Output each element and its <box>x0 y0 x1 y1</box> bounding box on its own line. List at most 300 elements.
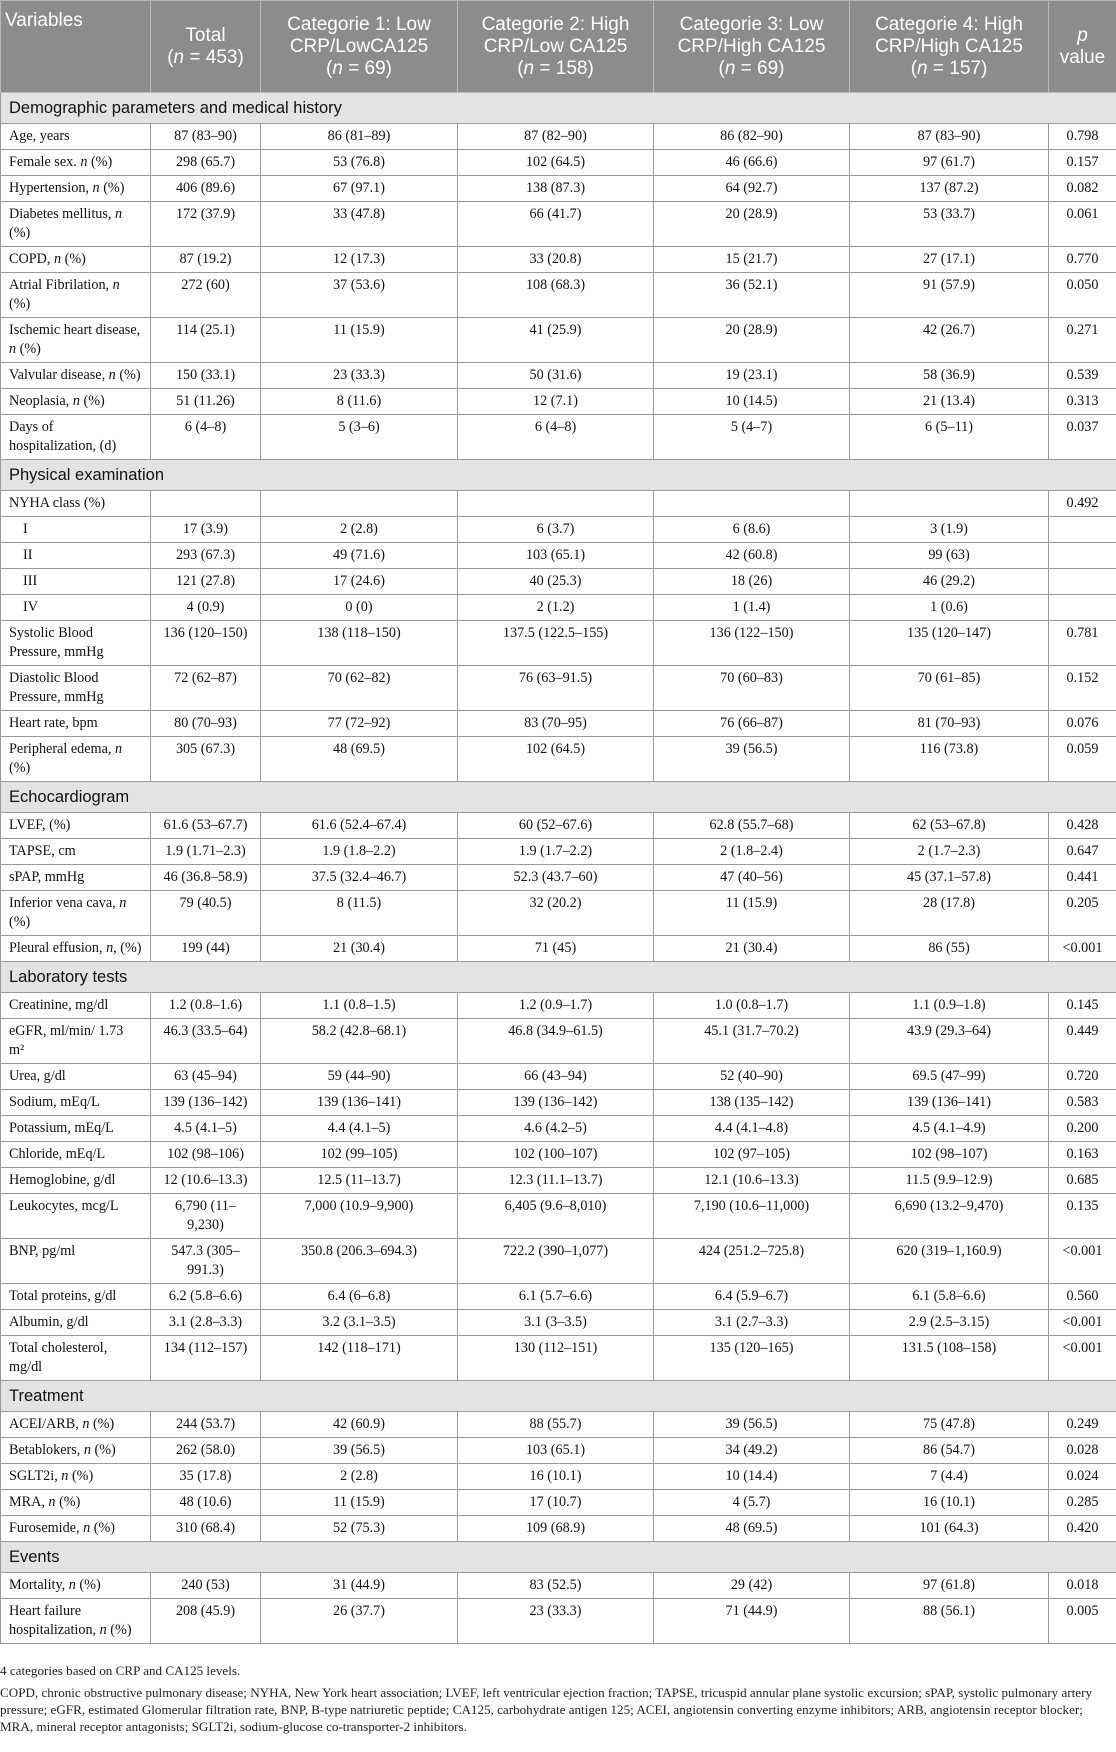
row-label: I <box>1 517 151 543</box>
cell-categorie-1: 102 (99–105) <box>261 1142 458 1168</box>
table-row <box>1 150 1116 176</box>
table-row <box>1 1464 1116 1490</box>
cell-categorie-3: 5 (4–7) <box>654 415 850 460</box>
cell-categorie-2: 722.2 (390–1,077) <box>458 1239 654 1284</box>
cell-categorie-4: 6.1 (5.8–6.6) <box>850 1284 1049 1310</box>
cell-p-value: 0.720 <box>1049 1064 1116 1090</box>
table-row <box>1 1239 1116 1284</box>
cell-categorie-1: 12 (17.3) <box>261 247 458 273</box>
cell-total: 298 (65.7) <box>151 150 261 176</box>
cell-total: 61.6 (53–67.7) <box>151 813 261 839</box>
cell-categorie-4: 2 (1.7–2.3) <box>850 839 1049 865</box>
cell-total: 72 (62–87) <box>151 666 261 711</box>
cell-categorie-2: 16 (10.1) <box>458 1464 654 1490</box>
cell-total: 17 (3.9) <box>151 517 261 543</box>
cell-categorie-1: 37 (53.6) <box>261 273 458 318</box>
table-row <box>1 491 1116 517</box>
cell-categorie-4: 11.5 (9.9–12.9) <box>850 1168 1049 1194</box>
cell-categorie-4: 58 (36.9) <box>850 363 1049 389</box>
cell-p-value: 0.059 <box>1049 737 1116 782</box>
table-row <box>1 202 1116 247</box>
cell-p-value: 0.798 <box>1049 124 1116 150</box>
cell-categorie-3: 71 (44.9) <box>654 1599 850 1644</box>
footnote-categories: 4 categories based on CRP and CA125 levels. <box>0 1663 241 1678</box>
cell-categorie-4: 620 (319–1,160.9) <box>850 1239 1049 1284</box>
cell-p-value: 0.539 <box>1049 363 1116 389</box>
section-row <box>1 93 1116 124</box>
cell-categorie-3: 4 (5.7) <box>654 1490 850 1516</box>
table-row <box>1 247 1116 273</box>
cell-categorie-4: 4.5 (4.1–4.9) <box>850 1116 1049 1142</box>
cell-categorie-2: 40 (25.3) <box>458 569 654 595</box>
cell-categorie-2: 41 (25.9) <box>458 318 654 363</box>
cell-total <box>151 491 261 517</box>
cell-categorie-1: 31 (44.9) <box>261 1573 458 1599</box>
cell-categorie-2: 108 (68.3) <box>458 273 654 318</box>
cell-categorie-1: 4.4 (4.1–5) <box>261 1116 458 1142</box>
cell-categorie-3: 136 (122–150) <box>654 621 850 666</box>
cell-categorie-4: 86 (55) <box>850 936 1049 962</box>
cell-total: 87 (83–90) <box>151 124 261 150</box>
cell-p-value: 0.157 <box>1049 150 1116 176</box>
table-row <box>1 415 1116 460</box>
table-row <box>1 517 1116 543</box>
row-label: Atrial Fibrilation, n (%) <box>1 273 151 318</box>
row-label: LVEF, (%) <box>1 813 151 839</box>
cell-categorie-3: 64 (92.7) <box>654 176 850 202</box>
cell-categorie-1: 70 (62–82) <box>261 666 458 711</box>
cell-categorie-1: 37.5 (32.4–46.7) <box>261 865 458 891</box>
cell-categorie-3: 10 (14.4) <box>654 1464 850 1490</box>
table-row <box>1 1573 1116 1599</box>
table-row <box>1 1516 1116 1542</box>
cell-total: 150 (33.1) <box>151 363 261 389</box>
cell-categorie-1: 59 (44–90) <box>261 1064 458 1090</box>
row-label: Heart rate, bpm <box>1 711 151 737</box>
table-row <box>1 124 1116 150</box>
cell-p-value: 0.770 <box>1049 247 1116 273</box>
row-label: Leukocytes, mcg/L <box>1 1194 151 1239</box>
cell-categorie-1: 67 (97.1) <box>261 176 458 202</box>
cell-categorie-2: 2 (1.2) <box>458 595 654 621</box>
cell-p-value: 0.428 <box>1049 813 1116 839</box>
cell-categorie-2: 71 (45) <box>458 936 654 962</box>
table-header <box>1 1 1116 93</box>
cell-categorie-4: 137 (87.2) <box>850 176 1049 202</box>
cell-categorie-1: 6.4 (6–6.8) <box>261 1284 458 1310</box>
cell-p-value: 0.028 <box>1049 1438 1116 1464</box>
cell-categorie-2: 23 (33.3) <box>458 1599 654 1644</box>
cell-total: 1.9 (1.71–2.3) <box>151 839 261 865</box>
cell-categorie-4: 7 (4.4) <box>850 1464 1049 1490</box>
row-label: SGLT2i, n (%) <box>1 1464 151 1490</box>
cell-p-value: <0.001 <box>1049 1336 1116 1381</box>
row-label: III <box>1 569 151 595</box>
row-label: Pleural effusion, n, (%) <box>1 936 151 962</box>
cell-categorie-1: 8 (11.5) <box>261 891 458 936</box>
cell-p-value: 0.005 <box>1049 1599 1116 1644</box>
cell-total: 208 (45.9) <box>151 1599 261 1644</box>
cell-total: 48 (10.6) <box>151 1490 261 1516</box>
cell-categorie-2: 83 (70–95) <box>458 711 654 737</box>
cell-p-value: 0.781 <box>1049 621 1116 666</box>
cell-categorie-4: 139 (136–141) <box>850 1090 1049 1116</box>
cell-categorie-3: 46 (66.6) <box>654 150 850 176</box>
header-p-value: p value <box>1049 1 1116 93</box>
cell-categorie-1: 142 (118–171) <box>261 1336 458 1381</box>
row-label: Creatinine, mg/dl <box>1 993 151 1019</box>
cell-categorie-1: 77 (72–92) <box>261 711 458 737</box>
cell-categorie-4: 45 (37.1–57.8) <box>850 865 1049 891</box>
cell-categorie-2: 76 (63–91.5) <box>458 666 654 711</box>
cell-categorie-4: 43.9 (29.3–64) <box>850 1019 1049 1064</box>
row-label: Hemoglobine, g/dl <box>1 1168 151 1194</box>
cell-categorie-1: 5 (3–6) <box>261 415 458 460</box>
cell-categorie-2: 1.2 (0.9–1.7) <box>458 993 654 1019</box>
cell-p-value <box>1049 595 1116 621</box>
footnote-abbreviations: COPD, chronic obstructive pulmonary disease; NYHA, New York heart association; LVEF, left ventricular ejection fraction; TAPSE, tricuspid annular plane systolic excursion; sPAP, systolic pulmonary artery pressure; eGFR, estimated Glomerular filtration rate, BNP, B-type natriuretic peptide; CA125, carbohydrate antigen 125; ACEI, angiotensin converting enzyme inhibitors; ARB, angiotensin receptor blocker; MRA, mineral receptor antagonists; SGLT2i, sodium-glucose co-transporter-2 inhibitors. <box>0 1685 1093 1734</box>
section-title: Treatment <box>1 1381 1116 1412</box>
cell-categorie-4: 131.5 (108–158) <box>850 1336 1049 1381</box>
cell-categorie-3: 52 (40–90) <box>654 1064 850 1090</box>
row-label: Furosemide, n (%) <box>1 1516 151 1542</box>
cell-categorie-4: 21 (13.4) <box>850 389 1049 415</box>
cell-categorie-2: 102 (100–107) <box>458 1142 654 1168</box>
cell-p-value: 0.492 <box>1049 491 1116 517</box>
cell-total: 310 (68.4) <box>151 1516 261 1542</box>
cell-total: 134 (112–157) <box>151 1336 261 1381</box>
cell-categorie-1 <box>261 491 458 517</box>
cell-categorie-1: 139 (136–141) <box>261 1090 458 1116</box>
cell-total: 46.3 (33.5–64) <box>151 1019 261 1064</box>
table-row <box>1 1142 1116 1168</box>
row-label: Chloride, mEq/L <box>1 1142 151 1168</box>
cell-categorie-3: 20 (28.9) <box>654 202 850 247</box>
cell-categorie-3: 6 (8.6) <box>654 517 850 543</box>
cell-categorie-4: 28 (17.8) <box>850 891 1049 936</box>
cell-categorie-3: 45.1 (31.7–70.2) <box>654 1019 850 1064</box>
cell-categorie-3: 39 (56.5) <box>654 737 850 782</box>
section-title: Laboratory tests <box>1 962 1116 993</box>
header-categorie-3: Categorie 3: Low CRP/High CA125 (n = 69) <box>654 1 850 93</box>
cell-categorie-3: 102 (97–105) <box>654 1142 850 1168</box>
cell-total: 262 (58.0) <box>151 1438 261 1464</box>
cell-categorie-3: 1 (1.4) <box>654 595 850 621</box>
cell-categorie-1: 8 (11.6) <box>261 389 458 415</box>
table-row <box>1 1168 1116 1194</box>
table-row <box>1 1090 1116 1116</box>
cell-categorie-3: 6.4 (5.9–6.7) <box>654 1284 850 1310</box>
cell-categorie-4: 16 (10.1) <box>850 1490 1049 1516</box>
row-label: Ischemic heart disease, n (%) <box>1 318 151 363</box>
row-label: Valvular disease, n (%) <box>1 363 151 389</box>
cell-categorie-4: 70 (61–85) <box>850 666 1049 711</box>
cell-categorie-4: 116 (73.8) <box>850 737 1049 782</box>
cell-total: 172 (37.9) <box>151 202 261 247</box>
cell-categorie-4: 91 (57.9) <box>850 273 1049 318</box>
cell-categorie-4: 102 (98–107) <box>850 1142 1049 1168</box>
cell-categorie-4: 3 (1.9) <box>850 517 1049 543</box>
table-row <box>1 1490 1116 1516</box>
table-row <box>1 1438 1116 1464</box>
cell-categorie-4: 86 (54.7) <box>850 1438 1049 1464</box>
cell-categorie-2: 6 (3.7) <box>458 517 654 543</box>
cell-categorie-3: 3.1 (2.7–3.3) <box>654 1310 850 1336</box>
cell-categorie-1: 42 (60.9) <box>261 1412 458 1438</box>
table-row <box>1 666 1116 711</box>
cell-categorie-2: 60 (52–67.6) <box>458 813 654 839</box>
cell-categorie-2: 6.1 (5.7–6.6) <box>458 1284 654 1310</box>
cell-categorie-2: 66 (41.7) <box>458 202 654 247</box>
cell-p-value: 0.018 <box>1049 1573 1116 1599</box>
header-total: Total (n = 453) <box>151 1 261 93</box>
cell-total: 63 (45–94) <box>151 1064 261 1090</box>
cell-categorie-2: 102 (64.5) <box>458 737 654 782</box>
cell-categorie-3: 11 (15.9) <box>654 891 850 936</box>
cell-total: 272 (60) <box>151 273 261 318</box>
row-label: Albumin, g/dl <box>1 1310 151 1336</box>
cell-categorie-3: 2 (1.8–2.4) <box>654 839 850 865</box>
cell-categorie-4: 69.5 (47–99) <box>850 1064 1049 1090</box>
cell-categorie-1: 11 (15.9) <box>261 1490 458 1516</box>
table-row <box>1 389 1116 415</box>
row-label: Diabetes mellitus, n (%) <box>1 202 151 247</box>
cell-categorie-1: 2 (2.8) <box>261 517 458 543</box>
cell-p-value: 0.420 <box>1049 1516 1116 1542</box>
row-label: COPD, n (%) <box>1 247 151 273</box>
section-row <box>1 1542 1116 1573</box>
cell-categorie-2: 83 (52.5) <box>458 1573 654 1599</box>
cell-categorie-3: 39 (56.5) <box>654 1412 850 1438</box>
cell-categorie-3: 19 (23.1) <box>654 363 850 389</box>
row-label: Hypertension, n (%) <box>1 176 151 202</box>
header-variables: Variables <box>1 1 151 93</box>
cell-categorie-2: 103 (65.1) <box>458 1438 654 1464</box>
row-label: IV <box>1 595 151 621</box>
row-label: sPAP, mmHg <box>1 865 151 891</box>
table-row <box>1 1412 1116 1438</box>
cell-categorie-3: 15 (21.7) <box>654 247 850 273</box>
cell-total: 102 (98–106) <box>151 1142 261 1168</box>
cell-categorie-2: 33 (20.8) <box>458 247 654 273</box>
cell-categorie-2: 103 (65.1) <box>458 543 654 569</box>
cell-categorie-3: 10 (14.5) <box>654 389 850 415</box>
cell-p-value: 0.037 <box>1049 415 1116 460</box>
cell-p-value: 0.205 <box>1049 891 1116 936</box>
row-label: ACEI/ARB, n (%) <box>1 1412 151 1438</box>
cell-categorie-4: 99 (63) <box>850 543 1049 569</box>
cell-categorie-3: 34 (49.2) <box>654 1438 850 1464</box>
cell-total: 139 (136–142) <box>151 1090 261 1116</box>
cell-p-value <box>1049 517 1116 543</box>
cell-total: 6 (4–8) <box>151 415 261 460</box>
cell-total: 406 (89.6) <box>151 176 261 202</box>
row-label: Sodium, mEq/L <box>1 1090 151 1116</box>
cell-p-value: 0.152 <box>1049 666 1116 711</box>
cell-p-value: 0.647 <box>1049 839 1116 865</box>
cell-categorie-3: 70 (60–83) <box>654 666 850 711</box>
cell-p-value: 0.249 <box>1049 1412 1116 1438</box>
cell-categorie-4: 87 (83–90) <box>850 124 1049 150</box>
table-row <box>1 813 1116 839</box>
cell-categorie-1: 2 (2.8) <box>261 1464 458 1490</box>
cell-p-value: 0.145 <box>1049 993 1116 1019</box>
cell-categorie-2: 6 (4–8) <box>458 415 654 460</box>
cell-p-value: 0.050 <box>1049 273 1116 318</box>
cell-categorie-3: 138 (135–142) <box>654 1090 850 1116</box>
cell-total: 87 (19.2) <box>151 247 261 273</box>
cell-total: 547.3 (305– 991.3) <box>151 1239 261 1284</box>
cell-categorie-3: 42 (60.8) <box>654 543 850 569</box>
cell-p-value: 0.271 <box>1049 318 1116 363</box>
table-row <box>1 711 1116 737</box>
cell-categorie-3: 62.8 (55.7–68) <box>654 813 850 839</box>
cell-total: 240 (53) <box>151 1573 261 1599</box>
cell-categorie-4: 6,690 (13.2–9,470) <box>850 1194 1049 1239</box>
cell-categorie-2: 109 (68.9) <box>458 1516 654 1542</box>
row-label: Days of hospitalization, (d) <box>1 415 151 460</box>
cell-p-value: 0.449 <box>1049 1019 1116 1064</box>
row-label: Total proteins, g/dl <box>1 1284 151 1310</box>
cell-p-value: 0.024 <box>1049 1464 1116 1490</box>
cell-p-value <box>1049 569 1116 595</box>
cell-categorie-3: 1.0 (0.8–1.7) <box>654 993 850 1019</box>
cell-p-value: 0.082 <box>1049 176 1116 202</box>
cell-categorie-1: 39 (56.5) <box>261 1438 458 1464</box>
table-row <box>1 737 1116 782</box>
cell-p-value: 0.441 <box>1049 865 1116 891</box>
cell-categorie-1: 1.9 (1.8–2.2) <box>261 839 458 865</box>
table-row <box>1 1019 1116 1064</box>
cell-categorie-2: 102 (64.5) <box>458 150 654 176</box>
cell-categorie-4: 27 (17.1) <box>850 247 1049 273</box>
row-label: Peripheral edema, n (%) <box>1 737 151 782</box>
cell-categorie-1: 7,000 (10.9–9,900) <box>261 1194 458 1239</box>
cell-categorie-2: 52.3 (43.7–60) <box>458 865 654 891</box>
row-label: TAPSE, cm <box>1 839 151 865</box>
cell-categorie-4: 42 (26.7) <box>850 318 1049 363</box>
table-row <box>1 1116 1116 1142</box>
cell-p-value: <0.001 <box>1049 1310 1116 1336</box>
cell-total: 114 (25.1) <box>151 318 261 363</box>
row-label: Inferior vena cava, n (%) <box>1 891 151 936</box>
cell-categorie-1: 52 (75.3) <box>261 1516 458 1542</box>
table-row <box>1 363 1116 389</box>
cell-categorie-4: 101 (64.3) <box>850 1516 1049 1542</box>
row-label: MRA, n (%) <box>1 1490 151 1516</box>
cell-categorie-4: 97 (61.8) <box>850 1573 1049 1599</box>
cell-categorie-1: 23 (33.3) <box>261 363 458 389</box>
table-row <box>1 176 1116 202</box>
section-row <box>1 460 1116 491</box>
header-categorie-1: Categorie 1: Low CRP/LowCA125 (n = 69) <box>261 1 458 93</box>
cell-categorie-4: 88 (56.1) <box>850 1599 1049 1644</box>
cell-total: 305 (67.3) <box>151 737 261 782</box>
cell-categorie-1: 12.5 (11–13.7) <box>261 1168 458 1194</box>
cell-categorie-1: 350.8 (206.3–694.3) <box>261 1239 458 1284</box>
table-row <box>1 1284 1116 1310</box>
cell-p-value: 0.061 <box>1049 202 1116 247</box>
cell-total: 6.2 (5.8–6.6) <box>151 1284 261 1310</box>
section-title: Echocardiogram <box>1 782 1116 813</box>
cell-categorie-2: 17 (10.7) <box>458 1490 654 1516</box>
cell-p-value: <0.001 <box>1049 936 1116 962</box>
cell-categorie-1: 11 (15.9) <box>261 318 458 363</box>
cell-categorie-3: 36 (52.1) <box>654 273 850 318</box>
cell-categorie-2: 6,405 (9.6–8,010) <box>458 1194 654 1239</box>
row-label: BNP, pg/ml <box>1 1239 151 1284</box>
section-title: Demographic parameters and medical history <box>1 93 1116 124</box>
header-categorie-4: Categorie 4: High CRP/High CA125 (n = 157) <box>850 1 1049 93</box>
row-label: Female sex. n (%) <box>1 150 151 176</box>
section-row <box>1 1381 1116 1412</box>
table-row <box>1 1064 1116 1090</box>
cell-categorie-1: 61.6 (52.4–67.4) <box>261 813 458 839</box>
cell-total: 12 (10.6–13.3) <box>151 1168 261 1194</box>
table-row <box>1 1310 1116 1336</box>
table-row <box>1 595 1116 621</box>
cell-categorie-2: 50 (31.6) <box>458 363 654 389</box>
cell-categorie-3 <box>654 491 850 517</box>
cell-total: 46 (36.8–58.9) <box>151 865 261 891</box>
section-row <box>1 962 1116 993</box>
row-label: II <box>1 543 151 569</box>
table-body <box>1 93 1116 1644</box>
cell-categorie-3: 4.4 (4.1–4.8) <box>654 1116 850 1142</box>
cell-categorie-4: 53 (33.7) <box>850 202 1049 247</box>
cell-categorie-4: 1.1 (0.9–1.8) <box>850 993 1049 1019</box>
cell-categorie-2: 87 (82–90) <box>458 124 654 150</box>
cell-categorie-2: 130 (112–151) <box>458 1336 654 1381</box>
section-row <box>1 782 1116 813</box>
table-row <box>1 1336 1116 1381</box>
cell-categorie-1: 49 (71.6) <box>261 543 458 569</box>
cell-categorie-2: 137.5 (122.5–155) <box>458 621 654 666</box>
cell-total: 4 (0.9) <box>151 595 261 621</box>
table-row <box>1 865 1116 891</box>
cell-categorie-3: 18 (26) <box>654 569 850 595</box>
cell-categorie-2: 46.8 (34.9–61.5) <box>458 1019 654 1064</box>
cell-categorie-3: 47 (40–56) <box>654 865 850 891</box>
cell-categorie-1: 3.2 (3.1–3.5) <box>261 1310 458 1336</box>
cell-categorie-4: 2.9 (2.5–3.15) <box>850 1310 1049 1336</box>
table-row <box>1 569 1116 595</box>
cell-categorie-3: 135 (120–165) <box>654 1336 850 1381</box>
cell-categorie-2: 32 (20.2) <box>458 891 654 936</box>
cell-categorie-1: 53 (76.8) <box>261 150 458 176</box>
table-row <box>1 543 1116 569</box>
cell-total: 199 (44) <box>151 936 261 962</box>
cell-total: 136 (120–150) <box>151 621 261 666</box>
cell-categorie-2: 88 (55.7) <box>458 1412 654 1438</box>
row-label: Neoplasia, n (%) <box>1 389 151 415</box>
cell-categorie-1: 138 (118–150) <box>261 621 458 666</box>
cell-categorie-1: 33 (47.8) <box>261 202 458 247</box>
cell-p-value: 0.285 <box>1049 1490 1116 1516</box>
row-label: Urea, g/dl <box>1 1064 151 1090</box>
row-label: eGFR, ml/min/ 1.73 m² <box>1 1019 151 1064</box>
row-label: Heart failure hospitalization, n (%) <box>1 1599 151 1644</box>
table-footnotes <box>0 1662 1110 1735</box>
table-row <box>1 993 1116 1019</box>
cell-total: 121 (27.8) <box>151 569 261 595</box>
cell-total: 35 (17.8) <box>151 1464 261 1490</box>
cell-categorie-4: 1 (0.6) <box>850 595 1049 621</box>
cell-categorie-2: 12 (7.1) <box>458 389 654 415</box>
table-row <box>1 1599 1116 1644</box>
cell-categorie-1: 48 (69.5) <box>261 737 458 782</box>
row-label: Total cholesterol, mg/dl <box>1 1336 151 1381</box>
